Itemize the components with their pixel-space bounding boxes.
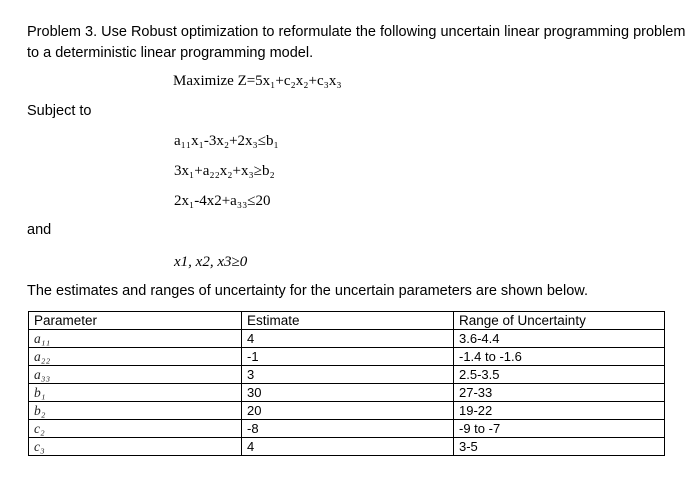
parameter-cell: a₁₁ [29, 330, 242, 348]
estimate-cell: 4 [242, 330, 454, 348]
objective-function: Maximize Z=5x₁+c₂x₂+c₃x₃ [173, 73, 342, 89]
parameter-cell: a₂₂ [29, 348, 242, 366]
estimate-cell: 4 [242, 438, 454, 456]
table-row [29, 438, 665, 456]
problem-line-1: Problem 3. Use Robust optimization to reformulate the following uncertain linear programming problem [27, 24, 686, 40]
constraint-3: 2x₁-4x2+a₃₃≤20 [174, 193, 271, 209]
estimates-description: The estimates and ranges of uncertainty for the uncertain parameters are shown below. [27, 283, 588, 299]
range-cell: 19-22 [454, 402, 665, 420]
estimate-cell: 20 [242, 402, 454, 420]
table-header-row [29, 312, 665, 330]
range-cell: 3-5 [454, 438, 665, 456]
subject-to-label: Subject to [27, 103, 92, 119]
table-row [29, 348, 665, 366]
range-cell: 3.6-4.4 [454, 330, 665, 348]
constraint-1: a₁₁x₁-3x₂+2x₃≤b₁ [174, 133, 279, 149]
header-parameter: Parameter [29, 312, 242, 330]
header-range: Range of Uncertainty [454, 312, 665, 330]
table-row [29, 330, 665, 348]
range-cell: -1.4 to -1.6 [454, 348, 665, 366]
and-label: and [27, 222, 52, 238]
table-row [29, 366, 665, 384]
uncertainty-table [28, 311, 665, 456]
parameter-cell: b₁ [29, 384, 242, 402]
estimate-cell: -8 [242, 420, 454, 438]
parameter-cell: c₂ [29, 420, 242, 438]
problem-line-2: to a deterministic linear programming model. [27, 45, 314, 61]
table-row [29, 384, 665, 402]
problem-statement [27, 22, 685, 64]
range-cell: -9 to -7 [454, 420, 665, 438]
parameter-cell: a₃₃ [29, 366, 242, 384]
constraint-2: 3x₁+a₂₂x₂+x₃≥b₂ [174, 163, 275, 179]
parameter-cell: b₂ [29, 402, 242, 420]
parameter-cell: c₃ [29, 438, 242, 456]
table-row [29, 402, 665, 420]
nonnegativity-constraint: x1, x2, x3≥0 [174, 254, 248, 270]
range-cell: 2.5-3.5 [454, 366, 665, 384]
estimate-cell: 3 [242, 366, 454, 384]
estimate-cell: -1 [242, 348, 454, 366]
range-cell: 27-33 [454, 384, 665, 402]
estimate-cell: 30 [242, 384, 454, 402]
table-row [29, 420, 665, 438]
header-estimate: Estimate [242, 312, 454, 330]
